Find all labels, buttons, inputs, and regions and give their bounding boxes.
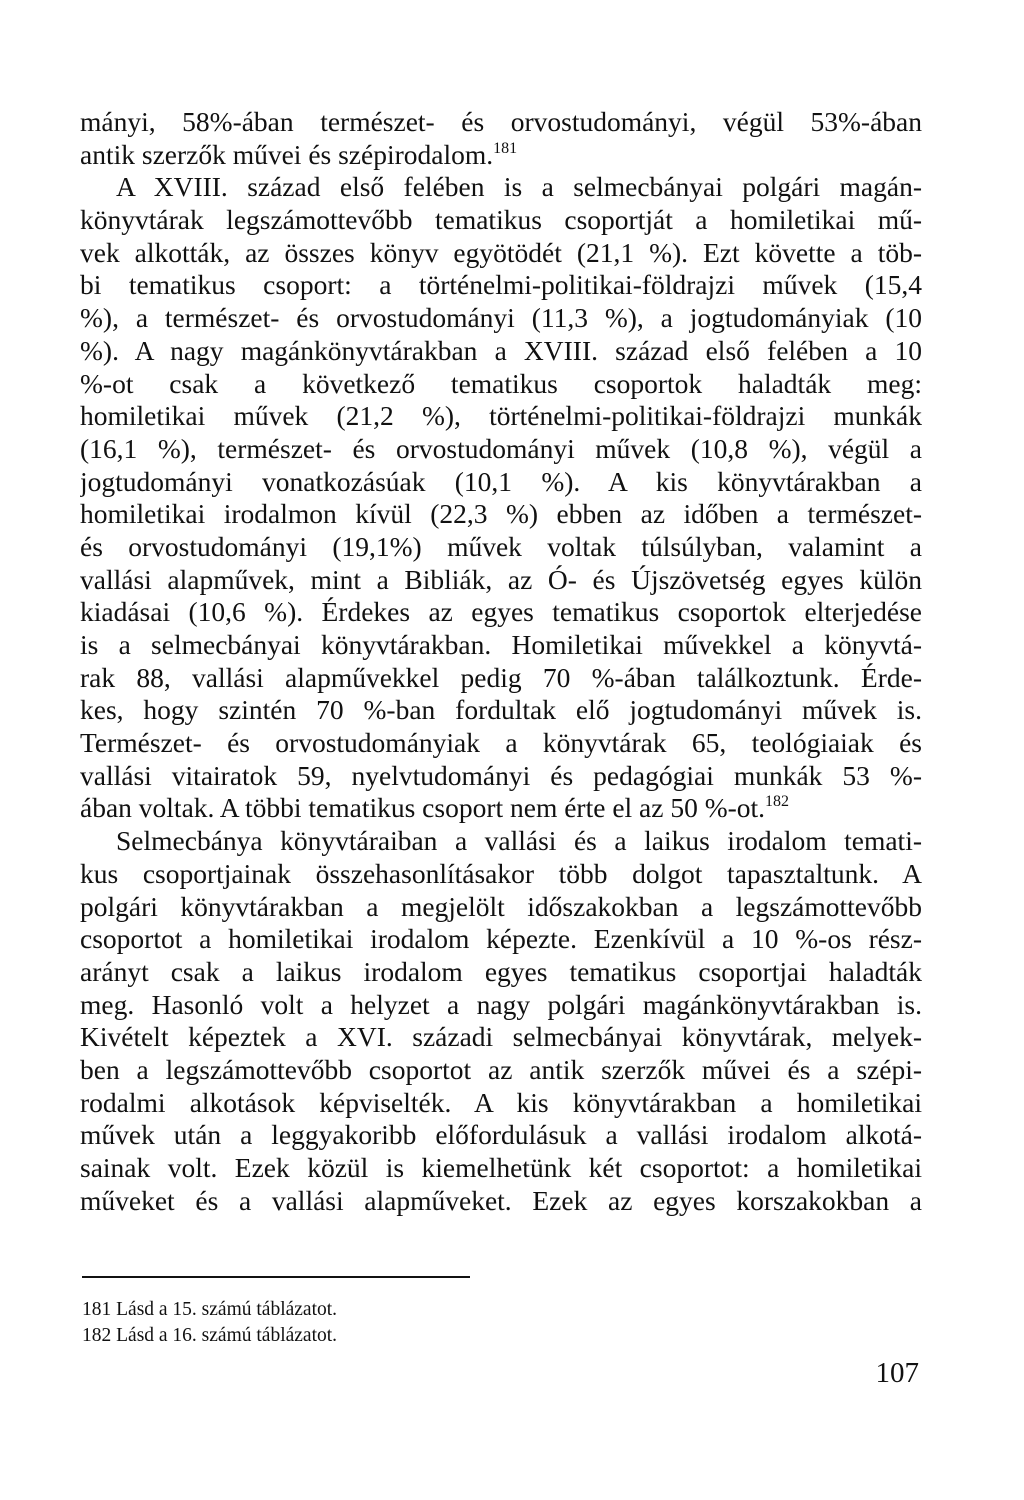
text-line: homiletikai irodalmon kívül (22,3 %) ebben az időben a természet- <box>80 498 922 530</box>
text-line: vallási alapművek, mint a Bibliák, az Ó- és Újszövetség egyes külön <box>80 563 922 595</box>
text-line: kus csoportjainak összehasonlításakor több dolgot tapasztaltunk. A <box>80 857 922 889</box>
text-line: rak 88, vallási alapművekkel pedig 70 %-ában találkoztunk. Érde- <box>80 661 922 693</box>
text-line: bi tematikus csoport: a történelmi-politikai-földrajzi művek (15,4 <box>80 269 922 301</box>
page-number: 107 <box>875 1357 919 1389</box>
text-line: kiadásai (10,6 %). Érdekes az egyes tematikus csoportok elterjedése <box>80 596 922 628</box>
text-line: mányi, 58%-ában természet- és orvostudományi, végül 53%-ában <box>80 106 922 137</box>
text-line: %). A nagy magánkönyvtárakban a XVIII. század első felében a 10 <box>80 334 922 366</box>
body-text <box>80 106 922 1217</box>
footnote-182: 182 Lásd a 16. számú táblázatot. <box>82 1325 338 1346</box>
text-line: meg. Hasonló volt a helyzet a nagy polgári magánkönyvtárakban is. <box>80 988 922 1020</box>
text-line: homiletikai művek (21,2 %), történelmi-politikai-földrajzi munkák <box>80 400 922 432</box>
footnote-181: 181 Lásd a 15. számú táblázatot. <box>82 1299 338 1320</box>
text-line: sainak volt. Ezek közül is kiemelhetünk két csoportot: a homiletikai <box>80 1152 922 1183</box>
text-line: vek alkották, az összes könyv egyötödét (21,1 %). Ezt követte a töb- <box>80 236 922 268</box>
footnote-ref: 181 <box>493 139 518 157</box>
text-line: könyvtárak legszámottevőbb tematikus csoportját a homiletikai mű- <box>80 204 922 236</box>
text-line: jogtudományi vonatkozásúak (10,1 %). A kis könyvtárakban a <box>80 465 922 497</box>
text-line: műveket és a vallási alapműveket. Ezek az egyes korszakokban a <box>80 1184 922 1216</box>
text-line: Selmecbánya könyvtáraiban a vallási és a laikus irodalom temati- <box>116 825 922 857</box>
text-line: (16,1 %), természet- és orvostudományi művek (10,8 %), végül a <box>80 432 922 464</box>
text-line: Természet- és orvostudományiak a könyvtárak 65, teológiaiak és <box>80 727 922 759</box>
text-line: ben a legszámottevőbb csoportot az antik szerzők művei és a szépi- <box>80 1053 922 1085</box>
text-line: művek után a leggyakoribb előfordulásuk a vallási irodalom alkotá- <box>80 1119 922 1151</box>
text-line: antik szerzők művei és szépirodalom.$^{181}$ <box>80 138 518 170</box>
text-line: vallási vitairatok 59, nyelvtudományi és pedagógiai munkák 53 %- <box>80 759 922 791</box>
footnotes <box>82 1297 582 1349</box>
text-line: %), a természet- és orvostudományi (11,3 %), a jogtudományiak (10 <box>80 302 922 334</box>
footnote-divider <box>82 1276 470 1278</box>
text-line: arányt csak a laikus irodalom egyes tematikus csoportjai haladták <box>80 955 922 987</box>
text-line: Kivételt képeztek a XVI. századi selmecbányai könyvtárak, melyek- <box>80 1021 922 1053</box>
footnote-ref: 182 <box>765 793 790 811</box>
text-line: kes, hogy szintén 70 %-ban fordultak elő jogtudományi művek is. <box>80 694 922 726</box>
text-line: A XVIII. század első felében is a selmecbányai polgári magán- <box>116 171 922 203</box>
text-line: %-ot csak a következő tematikus csoportok haladták meg: <box>80 367 922 399</box>
text-line: ában voltak. A többi tematikus csoport nem érte el az 50 %-ot.$^{182}$ <box>80 792 790 824</box>
text-line: is a selmecbányai könyvtárakban. Homiletikai művekkel a könyvtá- <box>80 629 922 660</box>
text-line: és orvostudományi (19,1%) művek voltak túlsúlyban, valamint a <box>80 530 922 562</box>
text-line: rodalmi alkotások képviselték. A kis könyvtárakban a homiletikai <box>80 1086 922 1118</box>
text-line: polgári könyvtárakban a megjelölt időszakokban a legszámottevőbb <box>80 890 922 922</box>
text-line: csoportot a homiletikai irodalom képezte. Ezenkívül a 10 %-os rész- <box>80 923 922 955</box>
